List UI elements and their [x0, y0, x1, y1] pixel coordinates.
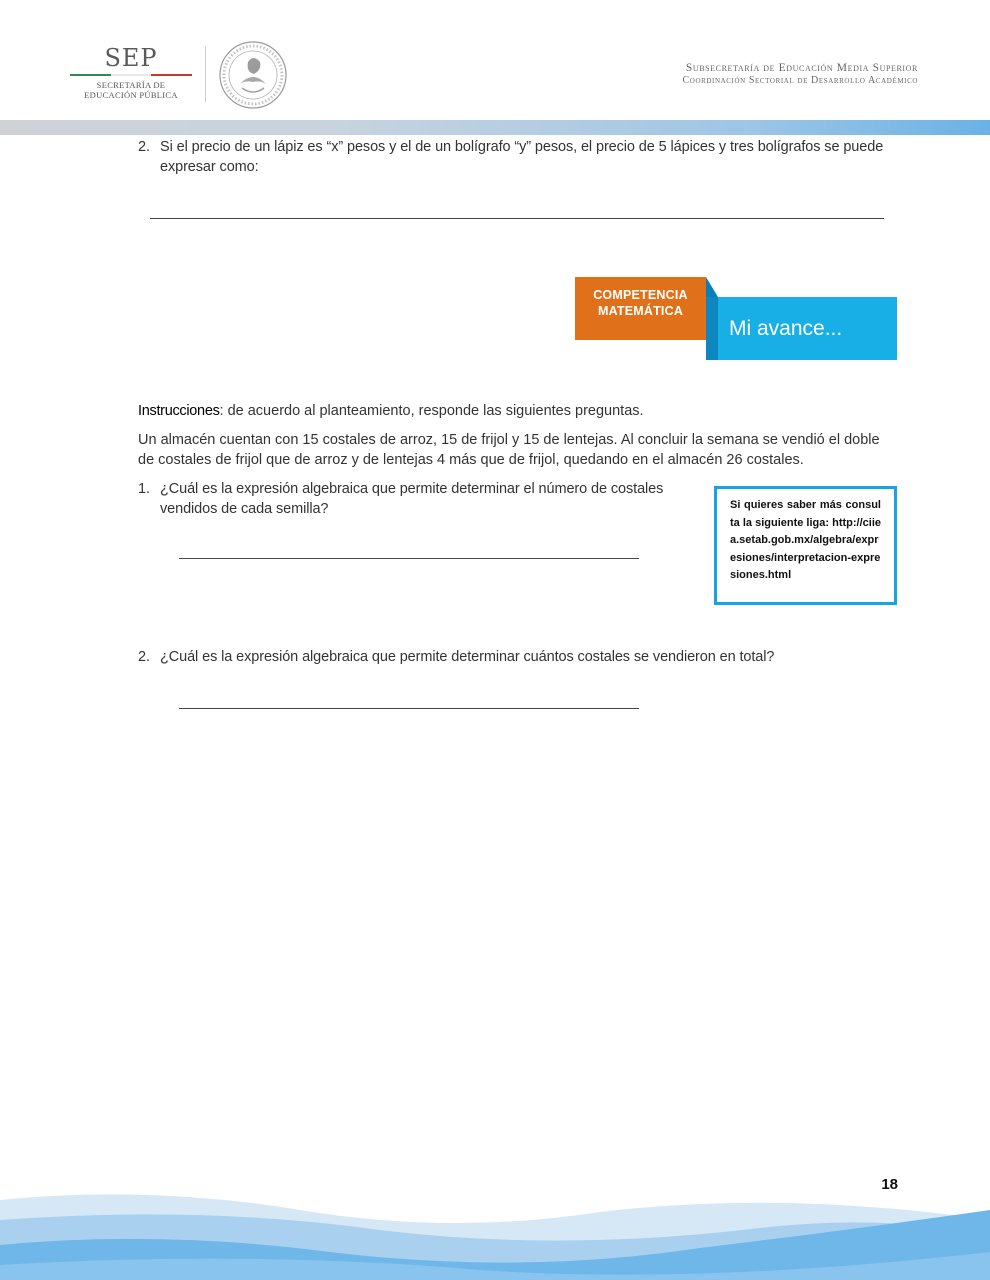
answer-line[interactable] — [150, 218, 884, 219]
badge-title: Mi avance... — [706, 297, 897, 360]
competencia-badge — [575, 277, 897, 361]
question-number: 2. — [138, 139, 150, 155]
question-2 — [138, 648, 898, 668]
sep-logo-subtitle-2: EDUCACIÓN PÚBLICA — [84, 90, 178, 100]
info-link-box: Si quieres saber más consulta la siguiente liga: http://ciiea.setab.gob.mx/algebra/expresiones/interpretacion-expresiones.html — [714, 486, 897, 605]
badge-label-line1: COMPETENCIA — [593, 288, 688, 302]
org-name: Subsecretaría de Educación Media Superior — [685, 62, 918, 74]
org-subname: Coordinación Sectorial de Desarrollo Académico — [682, 75, 918, 86]
sep-logo — [70, 44, 192, 100]
flag-stripe — [70, 74, 192, 76]
question-text-line2: vendidos de cada semilla? — [160, 500, 329, 517]
answer-line[interactable] — [179, 558, 639, 559]
problem-statement: Un almacén cuentan con 15 costales de arroz, 15 de frijol y 15 de lentejas. Al concluir la semana se vendió el doble de costales de frijol que de arroz y de lentejas 4 más que de frijol, quedando en el almacén 26 costales. — [138, 432, 880, 468]
question-1 — [138, 480, 708, 519]
national-seal-icon — [218, 40, 288, 110]
question-text-line2: expresar como: — [160, 158, 259, 175]
badge-fold-shadow — [706, 297, 718, 360]
question-number: 2. — [138, 649, 150, 665]
question-price — [138, 138, 903, 177]
instructions-label: Instrucciones — [138, 403, 220, 419]
badge-label-line2: MATEMÁTICA — [597, 304, 684, 318]
header-divider — [205, 46, 206, 102]
sep-logo-word: SEP — [104, 44, 158, 72]
page-header — [0, 0, 990, 120]
instructions-text: : de acuerdo al planteamiento, responde las siguientes preguntas. — [219, 403, 644, 419]
badge-label — [575, 277, 706, 340]
answer-line[interactable] — [179, 708, 639, 709]
question-text-line1: ¿Cuál es la expresión algebraica que permite determinar el número de costales — [160, 481, 664, 497]
footer-waves — [0, 1190, 990, 1280]
header-band — [0, 120, 990, 135]
question-text-line1: Si el precio de un lápiz es “x” pesos y el de un bolígrafo “y” pesos, el precio de 5 lápices y tres bolígrafos se puede — [160, 139, 884, 155]
instructions — [138, 402, 644, 421]
badge-fold — [706, 277, 718, 297]
question-text-line1: ¿Cuál es la expresión algebraica que permite determinar cuántos costales se vendieron en total? — [160, 649, 775, 665]
sep-logo-subtitle-1: SECRETARÍA DE — [96, 80, 166, 90]
header-organization — [683, 61, 918, 87]
page-number: 18 — [881, 1176, 898, 1193]
question-number: 1. — [138, 481, 150, 497]
